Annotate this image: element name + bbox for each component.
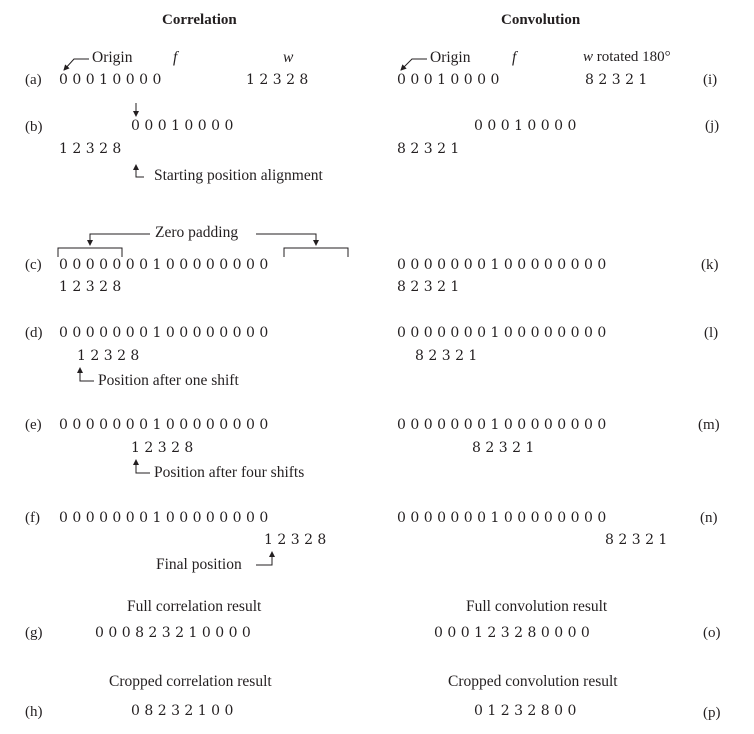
full-convolution-title: Full convolution result <box>466 598 608 615</box>
f-label-left: f <box>173 49 178 66</box>
label-j: (j) <box>705 118 720 134</box>
seq-f-w: 1 2 3 2 8 <box>264 532 327 548</box>
starting-alignment-label: Starting position alignment <box>154 167 323 184</box>
label-m: (m) <box>698 417 720 433</box>
label-g: (g) <box>25 625 43 641</box>
label-h: (h) <box>25 704 43 720</box>
zero-padding-bracket-left <box>58 248 122 257</box>
cropped-correlation-title: Cropped correlation result <box>109 673 272 690</box>
f-label-right: f <box>512 49 517 66</box>
seq-a-f: 0 0 0 1 0 0 0 0 <box>59 72 162 88</box>
seq-d-f: 0 0 0 0 0 0 0 1 0 0 0 0 0 0 0 0 <box>59 325 269 341</box>
cropped-convolution-title: Cropped convolution result <box>448 673 618 690</box>
origin-pointer-left <box>64 59 89 70</box>
seq-k-f: 0 0 0 0 0 0 0 1 0 0 0 0 0 0 0 0 <box>397 257 607 273</box>
seq-i-f: 0 0 0 1 0 0 0 0 <box>397 72 500 88</box>
label-k: (k) <box>701 257 719 273</box>
seq-c-w: 1 2 3 2 8 <box>59 279 122 295</box>
seq-j-w: 8 2 3 2 1 <box>397 141 460 157</box>
label-f: (f) <box>25 510 40 526</box>
zero-padding-bracket-right <box>284 248 348 257</box>
seq-e-f: 0 0 0 0 0 0 0 1 0 0 0 0 0 0 0 0 <box>59 417 269 433</box>
full-correlation-title: Full correlation result <box>127 598 262 615</box>
correlation-header: Correlation <box>162 12 237 28</box>
four-shifts-pointer <box>136 460 150 473</box>
seq-d-w: 1 2 3 2 8 <box>77 348 140 364</box>
label-e: (e) <box>25 417 42 433</box>
seq-i-w: 8 2 3 2 1 <box>585 72 648 88</box>
label-n: (n) <box>700 510 718 526</box>
seq-c-f: 0 0 0 0 0 0 0 1 0 0 0 0 0 0 0 0 <box>59 257 269 273</box>
one-shift-pointer <box>80 368 94 381</box>
seq-b-f: 0 0 0 1 0 0 0 0 <box>131 118 234 134</box>
four-shifts-label: Position after four shifts <box>154 464 305 481</box>
seq-l-f: 0 0 0 0 0 0 0 1 0 0 0 0 0 0 0 0 <box>397 325 607 341</box>
w-rotated-label <box>583 49 671 66</box>
seq-m-f: 0 0 0 0 0 0 0 1 0 0 0 0 0 0 0 0 <box>397 417 607 433</box>
seq-n-w: 8 2 3 2 1 <box>605 532 668 548</box>
label-i: (i) <box>703 72 718 88</box>
full-convolution-result: 0 0 0 1 2 3 2 8 0 0 0 0 <box>434 625 590 641</box>
label-p: (p) <box>703 705 721 721</box>
w-label-left: w <box>283 49 294 66</box>
cropped-convolution-result: 0 1 2 3 2 8 0 0 <box>474 703 577 719</box>
convolution-header: Convolution <box>501 12 581 28</box>
seq-b-w: 1 2 3 2 8 <box>59 141 122 157</box>
zero-padding-leader-right <box>256 234 316 245</box>
seq-e-w: 1 2 3 2 8 <box>131 440 194 456</box>
label-a: (a) <box>25 72 42 88</box>
origin-label-left: Origin <box>92 49 133 66</box>
w-rotated-text: rotated 180° <box>593 49 671 65</box>
final-position-pointer <box>256 552 272 565</box>
w-rotated-symbol: w <box>583 49 594 65</box>
origin-label-right: Origin <box>430 49 471 66</box>
final-position-label: Final position <box>156 556 242 573</box>
seq-l-w: 8 2 3 2 1 <box>415 348 478 364</box>
seq-a-w: 1 2 3 2 8 <box>246 72 309 88</box>
seq-n-f: 0 0 0 0 0 0 0 1 0 0 0 0 0 0 0 0 <box>397 510 607 526</box>
one-shift-label: Position after one shift <box>98 372 239 389</box>
start-alignment-pointer <box>136 165 144 177</box>
seq-f-f: 0 0 0 0 0 0 0 1 0 0 0 0 0 0 0 0 <box>59 510 269 526</box>
origin-pointer-right <box>401 59 427 70</box>
label-l: (l) <box>704 325 719 341</box>
zero-padding-label: Zero padding <box>155 224 239 241</box>
label-o: (o) <box>703 625 721 641</box>
label-c: (c) <box>25 257 42 273</box>
seq-j-f: 0 0 0 1 0 0 0 0 <box>474 118 577 134</box>
label-d: (d) <box>25 325 43 341</box>
label-b: (b) <box>25 119 43 135</box>
seq-k-w: 8 2 3 2 1 <box>397 279 460 295</box>
zero-padding-leader-left <box>90 234 150 245</box>
seq-m-w: 8 2 3 2 1 <box>472 440 535 456</box>
cropped-correlation-result: 0 8 2 3 2 1 0 0 <box>131 703 234 719</box>
full-correlation-result: 0 0 0 8 2 3 2 1 0 0 0 0 <box>95 625 251 641</box>
